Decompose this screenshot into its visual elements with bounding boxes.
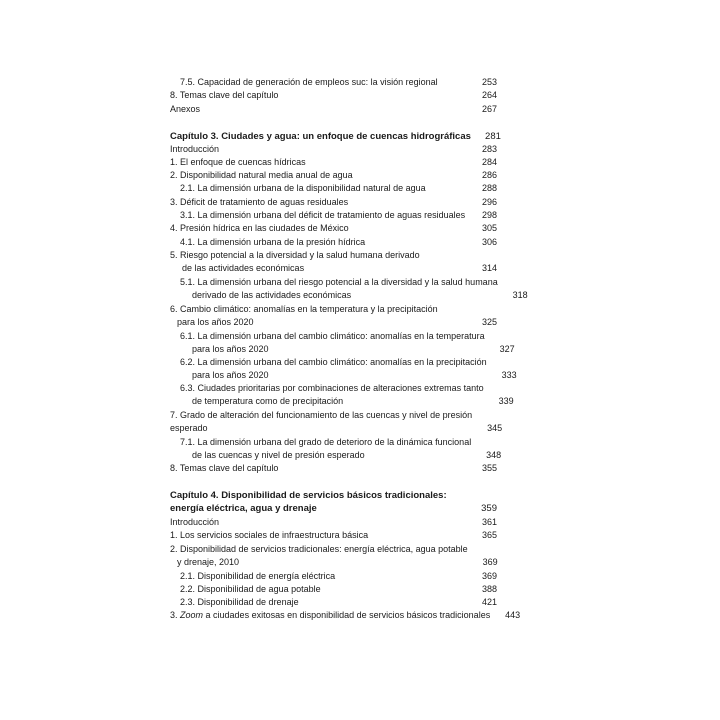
toc-entry-emphasis: Zoom: [180, 610, 204, 620]
toc-entry: [170, 76, 497, 89]
toc-entry: [170, 143, 497, 156]
toc-entry-title: 1. El enfoque de cuencas hídricas: [170, 157, 306, 167]
toc-entry: [170, 196, 497, 209]
toc-entry-page: 318: [512, 290, 528, 300]
toc-entry: [170, 409, 503, 435]
toc-entry-text: a ciudades exitosas en disponibilidad de servicios básicos tradicionales: [203, 610, 491, 620]
toc-entry-page: 284: [481, 157, 497, 167]
toc-entry-line: esperado: [170, 423, 208, 433]
toc-entry-title: 3. Déficit de tratamiento de aguas residuales: [170, 197, 349, 207]
toc-entry-title: 4.1. La dimensión urbana de la presión hídrica: [180, 237, 366, 247]
toc-entry: [170, 596, 497, 609]
chapter-4-heading: [170, 489, 497, 515]
toc-entry-line: derivado de las actividades económicas: [192, 290, 352, 300]
toc-entry-title: [170, 409, 472, 435]
toc-entry-title: 1. Los servicios sociales de infraestructura básica: [170, 530, 369, 540]
toc-entry-page: 264: [481, 90, 497, 100]
toc-entry-page: 305: [481, 223, 497, 233]
toc-entry: [170, 609, 521, 622]
toc-entry-title: [170, 543, 468, 569]
toc-entry-page: 369: [482, 557, 498, 567]
toc-entry-title: [170, 436, 471, 462]
toc-entry-page: 361: [481, 517, 497, 527]
toc-entry-title: [170, 609, 490, 622]
toc-entry: [170, 156, 497, 169]
toc-entry-title: [170, 382, 484, 408]
toc-entry-page: 388: [481, 584, 497, 594]
toc-entry: [170, 516, 497, 529]
toc-entry-title: Capítulo 3. Ciudades y agua: un enfoque de cuencas hidrográficas: [170, 131, 471, 142]
toc-entry-number: 3.: [170, 610, 181, 620]
toc-entry: [170, 382, 514, 408]
toc-entry-page: 306: [481, 237, 497, 247]
toc-entry-title: [170, 489, 467, 515]
toc-entry-line: 7. Grado de alteración del funcionamiento de las cuencas y nivel de presión: [170, 410, 473, 420]
toc-entry-page: 283: [481, 144, 497, 154]
toc-entry: [170, 436, 502, 462]
toc-entry: [170, 89, 497, 102]
toc-entry-title: 2.3. Disponibilidad de drenaje: [180, 597, 299, 607]
chapter-3-heading: [170, 130, 501, 143]
toc-entry-title: 2.1. La dimensión urbana de la disponibilidad natural de agua: [180, 183, 426, 193]
toc-entry-line: 5.1. La dimensión urbana del riesgo potencial a la diversidad y la salud humana: [180, 277, 498, 287]
toc-entry: [170, 236, 497, 249]
toc-entry: [170, 570, 497, 583]
toc-entry-title: [170, 276, 498, 302]
toc-entry-page: 286: [481, 170, 497, 180]
toc-entry-title: Introducción: [170, 144, 220, 154]
toc-entry-line: de temperatura como de precipitación: [192, 396, 344, 406]
toc-entry-page: 253: [481, 77, 497, 87]
toc-entry-line: para los años 2020: [177, 317, 254, 327]
toc-entry-line: de las cuencas y nivel de presión esperado: [192, 450, 365, 460]
toc-entry-line: 6.2. La dimensión urbana del cambio climático: anomalías en la precipitación: [180, 357, 487, 367]
toc-entry-title: 8. Temas clave del capítulo: [170, 463, 279, 473]
toc-entry-page: 421: [481, 597, 497, 607]
toc-entry-title: [170, 303, 467, 329]
toc-entry-page: 325: [481, 317, 497, 327]
toc-entry-title: 2.1. Disponibilidad de energía eléctrica: [180, 571, 336, 581]
toc-entry-line: 7.1. La dimensión urbana del grado de deterioro de la dinámica funcional: [180, 437, 472, 447]
toc-entry-page: 296: [481, 197, 497, 207]
toc-entry: [170, 169, 497, 182]
toc-entry: [170, 303, 497, 329]
toc-entry-line: y drenaje, 2010: [177, 557, 240, 567]
toc-entry-page: 298: [481, 210, 497, 220]
toc-entry-title: Anexos: [170, 104, 201, 114]
toc-entry: [170, 103, 497, 116]
toc-entry-page: 365: [481, 530, 497, 540]
toc-entry-title: [170, 356, 487, 382]
toc-entry-title: 7.5. Capacidad de generación de empleos suc: la visión regional: [180, 77, 438, 87]
toc-entry-page: 339: [498, 396, 514, 406]
toc-entry-page: 267: [481, 104, 497, 114]
toc-entry-line: 6.3. Ciudades prioritarias por combinaciones de alteraciones extremas tanto: [180, 383, 484, 393]
toc-entry-page: 369: [481, 571, 497, 581]
toc-entry-title: [170, 330, 485, 356]
toc-entry-page: 327: [499, 344, 515, 354]
toc-entry: [170, 222, 497, 235]
toc-entry-page: 345: [487, 423, 503, 433]
toc-entry-title: [170, 249, 467, 275]
toc-entry-page: 314: [481, 263, 497, 273]
toc-entry-page: 348: [486, 450, 502, 460]
toc-entry-title: 8. Temas clave del capítulo: [170, 90, 279, 100]
toc-entry: [170, 543, 497, 569]
toc-entry-line: para los años 2020: [192, 344, 269, 354]
toc-entry-page: 359: [481, 503, 497, 514]
toc-entry: [170, 276, 528, 302]
toc-entry-page: 288: [481, 183, 497, 193]
toc-entry-title: 3.1. La dimensión urbana del déficit de tratamiento de aguas residuales: [180, 210, 466, 220]
toc-entry-line: energía eléctrica, agua y drenaje: [170, 503, 317, 514]
toc-entry-page: 333: [501, 370, 517, 380]
toc-entry-line: 6. Cambio climático: anomalías en la temperatura y la precipitación: [170, 304, 438, 314]
toc-entry-title: 4. Presión hídrica en las ciudades de México: [170, 223, 349, 233]
toc-entry-title: Introducción: [170, 517, 220, 527]
toc-entry-line: 2. Disponibilidad de servicios tradicionales: energía eléctrica, agua potable: [170, 544, 468, 554]
toc-entry: [170, 182, 497, 195]
toc-entry: [170, 356, 517, 382]
toc-entry-page: 281: [485, 131, 501, 142]
toc-entry: [170, 583, 497, 596]
toc-entry: [170, 529, 497, 542]
toc-entry-line: 5. Riesgo potencial a la diversidad y la salud humana derivado: [170, 250, 420, 260]
toc-entry: [170, 462, 497, 475]
toc-entry: [170, 209, 497, 222]
toc-entry-line: Capítulo 4. Disponibilidad de servicios básicos tradicionales:: [170, 490, 447, 501]
toc-entry-page: 355: [481, 463, 497, 473]
toc-entry: [170, 330, 515, 356]
toc-entry-title: 2. Disponibilidad natural media anual de agua: [170, 170, 353, 180]
toc-entry: [170, 249, 497, 275]
toc-entry-title: 2.2. Disponibilidad de agua potable: [180, 584, 321, 594]
toc-entry-line: de las actividades económicas: [182, 263, 305, 273]
toc-entry-line: 6.1. La dimensión urbana del cambio climático: anomalías en la temperatura: [180, 331, 485, 341]
toc-entry-page: 443: [505, 610, 521, 620]
toc-entry-line: para los años 2020: [192, 370, 269, 380]
